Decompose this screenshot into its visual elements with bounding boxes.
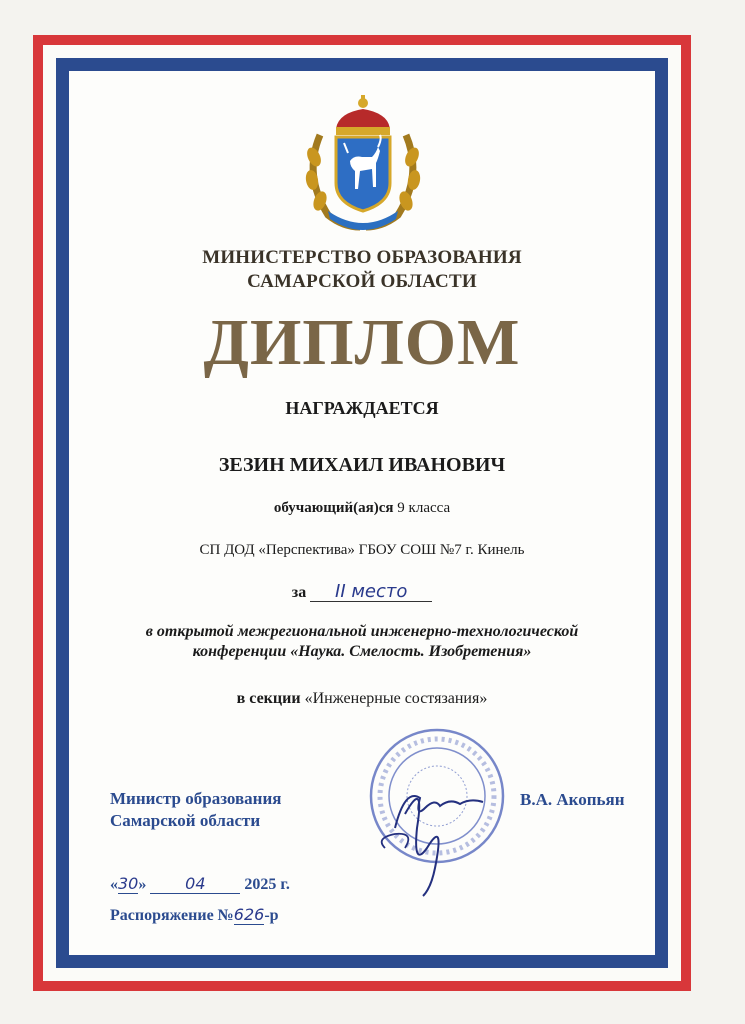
signer-title-line-2: Самарской области bbox=[110, 811, 261, 830]
place-prefix: за bbox=[291, 584, 307, 601]
order-suffix: -р bbox=[264, 907, 279, 924]
place-value-handwritten: II место bbox=[310, 583, 432, 602]
signer-title bbox=[110, 788, 281, 832]
event-line-1: в открытой межрегиональной инженерно-технологической bbox=[145, 623, 579, 640]
ministry-header bbox=[69, 246, 655, 294]
recipient-name: ЗЕЗИН МИХАИЛ ИВАНОВИЧ bbox=[218, 454, 506, 476]
section-value: «Инженерные состязания» bbox=[304, 690, 488, 707]
ministry-line-1: МИНИСТЕРСТВО ОБРАЗОВАНИЯ bbox=[202, 247, 522, 268]
diploma-title: ДИПЛОМ bbox=[203, 306, 521, 379]
student-line bbox=[69, 500, 655, 517]
section-line bbox=[69, 690, 655, 708]
order-label: Распоряжение № bbox=[110, 907, 234, 924]
date-close-quote: » bbox=[138, 876, 147, 893]
official-stamp-icon bbox=[365, 718, 525, 898]
student-grade: 9 класса bbox=[397, 500, 451, 516]
date-day: 30 bbox=[118, 874, 139, 893]
place-line bbox=[69, 583, 655, 602]
event-description bbox=[69, 622, 655, 662]
coat-of-arms-icon bbox=[298, 95, 428, 235]
section-label: в секции bbox=[236, 690, 301, 707]
date-month: 04 bbox=[150, 874, 240, 894]
organization: СП ДОД «Перспектива» ГБОУ СОШ №7 г. Кинель bbox=[199, 542, 525, 558]
date-open-quote: « bbox=[110, 876, 118, 893]
order-number: 626 bbox=[233, 905, 265, 924]
signer-title-line-1: Министр образования bbox=[110, 789, 282, 808]
order-line bbox=[110, 905, 279, 925]
signer-name: В.А. Акопьян bbox=[520, 790, 625, 809]
awarded-label: НАГРАЖДАЕТСЯ bbox=[285, 398, 439, 418]
student-label: обучающий(ая)ся bbox=[273, 500, 394, 516]
date-year: 2025 г. bbox=[244, 876, 290, 893]
event-line-2: конференции «Наука. Смелость. Изобретения» bbox=[192, 643, 532, 660]
date-line bbox=[110, 874, 290, 894]
ministry-line-2: САМАРСКОЙ ОБЛАСТИ bbox=[247, 271, 477, 292]
